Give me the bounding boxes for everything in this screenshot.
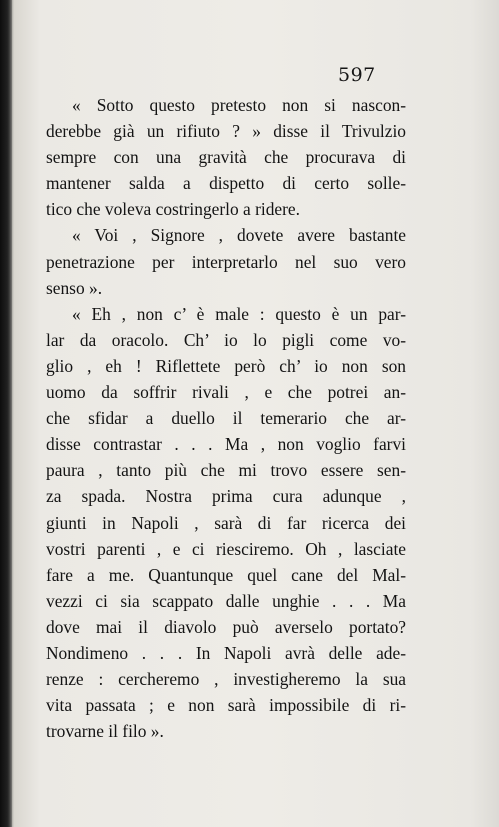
body-text	[46, 92, 406, 744]
text-line: vita passata ; e non sarà impossibile di ri-	[46, 695, 406, 716]
text-line: « Voi , Signore , dovete avere bastante	[72, 225, 406, 246]
text-line: lar da oracolo. Ch’ io lo pigli come vo-	[46, 329, 406, 350]
text-line: disse contrastar . . . Ma , non voglio farvi	[46, 434, 406, 455]
text-line: giunti in Napoli , sarà di far ricerca dei	[46, 512, 406, 533]
text-line: sempre con una gravità che procurava di	[46, 147, 406, 168]
text-line: vezzi ci sia scappato dalle unghie . . . Ma	[46, 590, 406, 611]
text-line: « Sotto questo pretesto non si nascon-	[72, 95, 406, 115]
text-line: dove mai il diavolo può averselo portato?	[46, 616, 406, 637]
text-line: che sfidar a duello il temerario che ar-	[46, 408, 406, 429]
page-number: 597	[338, 64, 376, 86]
text-line: za spada. Nostra prima cura adunque ,	[46, 486, 406, 507]
text-line: derebbe già un rifiuto ? » disse il Trivulzio	[46, 121, 406, 142]
text-line: tico che voleva costringerlo a ridere.	[46, 199, 300, 220]
text-line: trovarne il filo ».	[46, 721, 164, 742]
text-line: renze : cercheremo , investigheremo la sua	[46, 669, 406, 690]
text-line: fare a me. Quantunque quel cane del Mal-	[46, 564, 406, 585]
text-line: glio , eh ! Riflettete però ch’ io non son	[46, 355, 406, 376]
text-line: mantener salda a dispetto di certo solle-	[46, 173, 406, 194]
text-line: penetrazione per interpretarlo nel suo vero	[46, 251, 406, 272]
text-line: senso ».	[46, 277, 103, 298]
text-line: « Eh , non c’ è male : questo è un par-	[72, 303, 406, 324]
book-spine-shadow	[0, 0, 12, 827]
text-line: uomo da soffrir rivali , e che potrei an-	[46, 382, 406, 403]
text-line: Nondimeno . . . In Napoli avrà delle ade-	[46, 642, 406, 663]
text-line: paura , tanto più che mi trovo essere sen-	[46, 460, 406, 481]
text-line: vostri parenti , e ci riesciremo. Oh , lasciate	[46, 538, 406, 559]
